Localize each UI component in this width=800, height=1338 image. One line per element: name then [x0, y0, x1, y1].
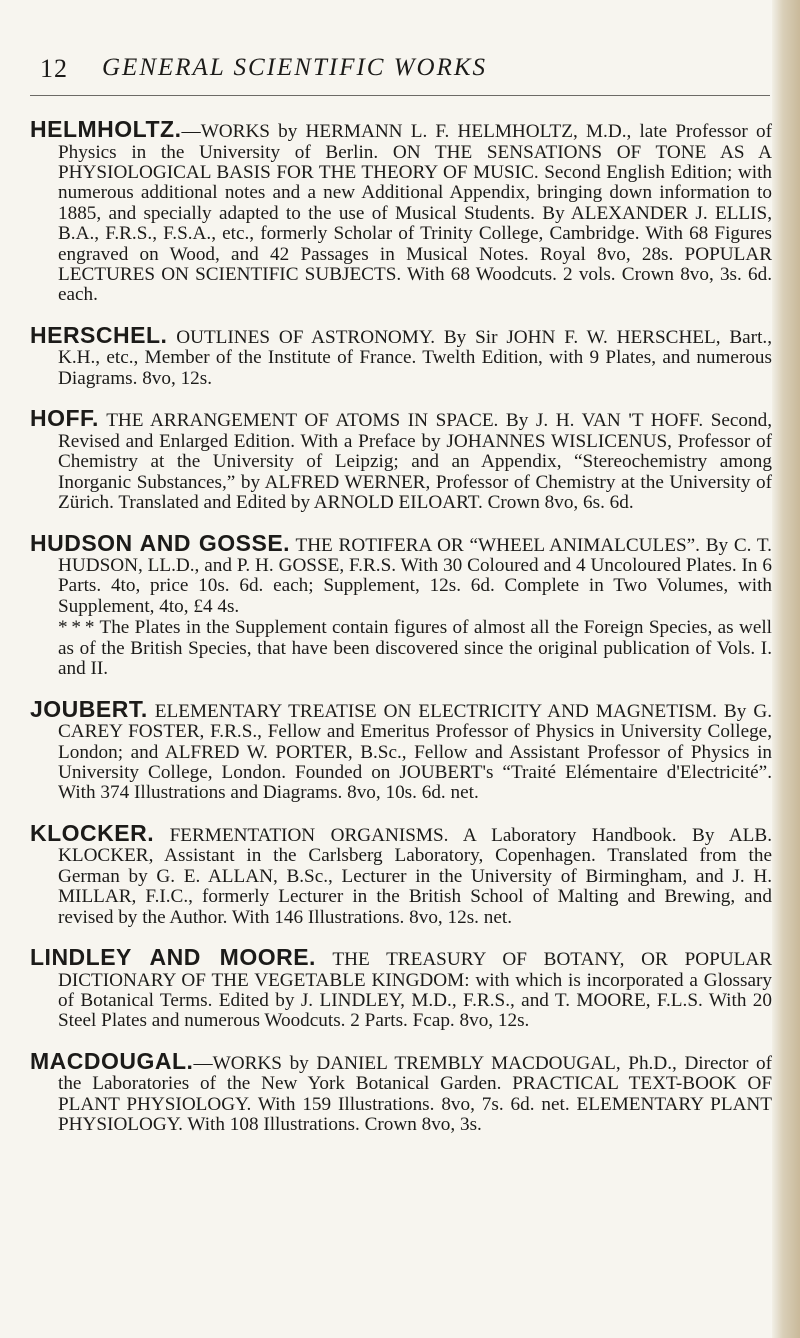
catalogue-entry-klocker [30, 819, 772, 928]
entry-author: HUDSON AND GOSSE. [30, 529, 291, 556]
running-title: GENERAL SCIENTIFIC WORKS [102, 54, 488, 81]
entry-author: HELMHOLTZ. [30, 116, 182, 143]
entry-author: HOFF. [30, 405, 99, 432]
entry-author: JOUBERT. [30, 695, 148, 722]
entry-text: OUTLINES OF ASTRONOMY. By Sir JOHN F. W. HERSCHEL, Bart., K.H., etc., Member of the Institute of France. Twelth Edition, with 9 Plates, and numerous Diagrams. 8vo, 12s. [58, 327, 772, 389]
entry-text: FERMENTATION ORGANISMS. A Laboratory Handbook. By ALB. KLOCKER, Assistant in the Carlsberg Laboratory, Copenhagen. Translated from the German by G. E. ALLAN, B.Sc., Lecturer in the University of Birmingham, and J. H. MILLAR, F.I.C., formerly Lecturer in the British School of Malting and Brewing, and revised by the Author. With 146 Illustrations. 8vo, 12s. net. [58, 824, 772, 928]
catalogue-entry-hoff [30, 405, 772, 514]
catalogue-entry-lindley-moore [30, 944, 772, 1032]
entry-text: ELEMENTARY TREATISE ON ELECTRICITY AND MAGNETISM. By G. CAREY FOSTER, F.R.S., Fellow and Emeritus Professor of Physics in University College, London; and ALFRED W. PORTER, B.Sc., Fellow and Assistant Professor of Physics in University College, London. Founded on JOUBERT's “Traité Elémentaire d'Electricité”. With 374 Illustrations and Diagrams. 8vo, 10s. 6d. net. [58, 700, 772, 804]
page-edge [772, 0, 800, 1338]
catalogue-entry-helmholtz [30, 116, 772, 306]
entry-author: KLOCKER. [30, 819, 155, 846]
page-number: 12 [40, 54, 68, 83]
entry-author: HERSCHEL. [30, 322, 168, 349]
page-header [30, 54, 750, 90]
entry-text: —WORKS by DANIEL TREMBLY MACDOUGAL, Ph.D., Director of the Laboratories of the New York Botanical Garden. PRACTICAL TEXT-BOOK OF PLANT PHYSIOLOGY. With 159 Illustrations. 8vo, 7s. 6d. net. ELEMENTARY PLANT PHYSIOLOGY. With 108 Illustrations. Crown 8vo, 3s. [58, 1052, 772, 1136]
catalogue-entry-joubert [30, 695, 772, 804]
entry-text: THE ROTIFERA OR “WHEEL ANIMALCULES”. By C. T. HUDSON, LL.D., and P. H. GOSSE, F.R.S. With 30 Coloured and 4 Uncoloured Plates. In 6 Parts. 4to, price 10s. 6d. each; Supplement, 12s. 6d. Complete in Two Volumes, with Supplement, 4to, £4 4s. [58, 534, 772, 617]
catalogue-entry-macdougal [30, 1047, 772, 1136]
header-rule [30, 95, 770, 96]
entry-text: —WORKS by HERMANN L. F. HELMHOLTZ, M.D., late Professor of Physics in the University of Berlin. ON THE SENSATIONS OF TONE AS A PHYSIOLOGICAL BASIS FOR THE THEORY OF MUSIC. Second English Edition; with numerous additional notes and a new Additional Appendix, bringing down information to 1885, and specially adapted to the use of Musical Students. By ALEXANDER J. ELLIS, B.A., F.R.S., F.S.A., etc., formerly Scholar of Trinity College, Cambridge. With 68 Figures engraved on Wood, and 42 Passages in Musical Notes. Royal 8vo, 28s. POPULAR LECTURES ON SCIENTIFIC SUBJECTS. With 68 Woodcuts. 2 vols. Crown 8vo, 3s. 6d. each. [58, 121, 772, 306]
entry-author: MACDOUGAL. [30, 1047, 194, 1074]
catalogue-entry-herschel [30, 322, 772, 389]
entry-text: THE ARRANGEMENT OF ATOMS IN SPACE. By J. H. VAN 'T HOFF. Second, Revised and Enlarged Edition. With a Preface by JOHANNES WISLICENUS, Professor of Chemistry at the University of Leipzig; and an Appendix, “Stereochemistry among Inorganic Substances,” by ALFRED WERNER, Professor of Chemistry at the University of Zürich. Translated and Edited by ARNOLD EILOART. Crown 8vo, 6s. 6d. [58, 410, 772, 514]
entry-text: THE TREASURY OF BOTANY, OR POPULAR DICTIONARY OF THE VEGETABLE KINGDOM: with which is incorporated a Glossary of Botanical Terms. Edited by J. LINDLEY, M.D., F.R.S., and T. MOORE, F.L.S. With 20 Steel Plates and numerous Woodcuts. 2 Parts. Fcap. 8vo, 12s. [58, 949, 772, 1032]
catalogue-entry-hudson-gosse [30, 529, 772, 618]
entry-note: * * * The Plates in the Supplement contain figures of almost all the Foreign Species, as well as of the British Species, that have been discovered since the original publication of Vols. I. and II. [58, 617, 772, 680]
entry-author: LINDLEY AND MOORE. [30, 944, 316, 971]
catalogue-list [30, 100, 772, 1139]
